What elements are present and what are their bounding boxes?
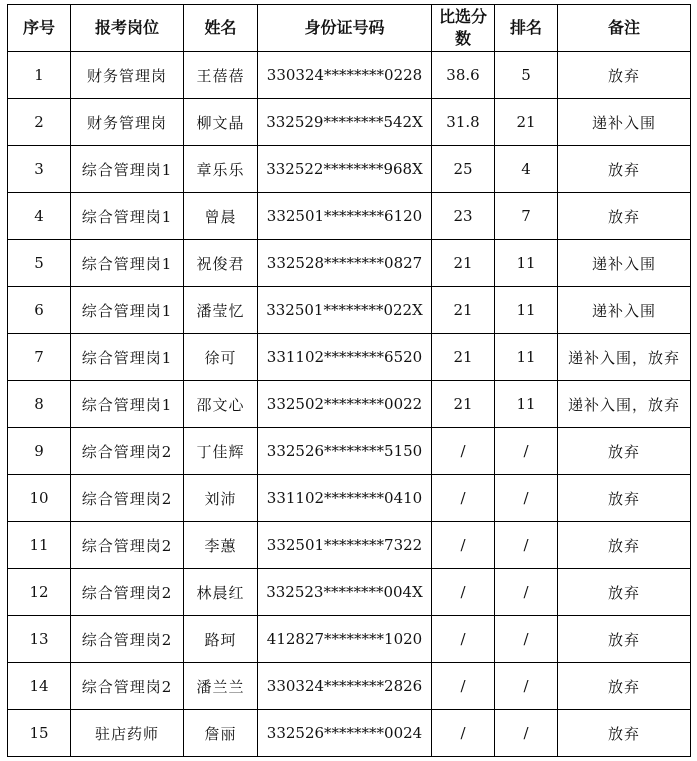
cell-score: 21 [432, 334, 495, 381]
cell-no: 13 [8, 616, 71, 663]
cell-post: 综合管理岗1 [71, 193, 184, 240]
cell-rank: / [495, 475, 558, 522]
table-row [8, 240, 691, 287]
cell-no: 4 [8, 193, 71, 240]
table-row [8, 663, 691, 710]
cell-no: 8 [8, 381, 71, 428]
cell-score: / [432, 475, 495, 522]
cell-post: 财务管理岗 [71, 99, 184, 146]
table-header [8, 5, 691, 52]
cell-name: 潘兰兰 [184, 663, 258, 710]
cell-note: 放弃 [558, 193, 691, 240]
cell-post: 综合管理岗1 [71, 146, 184, 193]
table-row [8, 522, 691, 569]
table-row [8, 99, 691, 146]
header-no: 序号 [8, 5, 71, 52]
cell-score: 25 [432, 146, 495, 193]
cell-rank: / [495, 428, 558, 475]
cell-no: 10 [8, 475, 71, 522]
header-name: 姓名 [184, 5, 258, 52]
table-body [8, 52, 691, 757]
table-row [8, 52, 691, 99]
cell-post: 财务管理岗 [71, 52, 184, 99]
cell-rank: / [495, 710, 558, 757]
cell-post: 综合管理岗2 [71, 522, 184, 569]
cell-id: 412827********1020 [258, 616, 432, 663]
cell-no: 3 [8, 146, 71, 193]
cell-name: 路珂 [184, 616, 258, 663]
cell-note: 放弃 [558, 616, 691, 663]
cell-score: / [432, 522, 495, 569]
cell-no: 14 [8, 663, 71, 710]
cell-score: 21 [432, 240, 495, 287]
cell-no: 9 [8, 428, 71, 475]
candidate-table [7, 4, 691, 757]
cell-rank: 11 [495, 287, 558, 334]
table-row [8, 475, 691, 522]
cell-rank: 11 [495, 240, 558, 287]
cell-rank: 11 [495, 381, 558, 428]
cell-post: 综合管理岗1 [71, 240, 184, 287]
cell-rank: 11 [495, 334, 558, 381]
cell-no: 5 [8, 240, 71, 287]
cell-id: 330324********0228 [258, 52, 432, 99]
table-row [8, 616, 691, 663]
cell-post: 综合管理岗1 [71, 381, 184, 428]
cell-note: 放弃 [558, 710, 691, 757]
cell-post: 综合管理岗2 [71, 475, 184, 522]
cell-rank: 5 [495, 52, 558, 99]
cell-id: 332523********004X [258, 569, 432, 616]
cell-name: 章乐乐 [184, 146, 258, 193]
cell-post: 驻店药师 [71, 710, 184, 757]
cell-name: 邵文心 [184, 381, 258, 428]
cell-note: 递补入围 [558, 287, 691, 334]
cell-id: 332501********6120 [258, 193, 432, 240]
cell-name: 徐可 [184, 334, 258, 381]
table-row [8, 710, 691, 757]
cell-id: 332501********022X [258, 287, 432, 334]
cell-no: 6 [8, 287, 71, 334]
cell-post: 综合管理岗2 [71, 569, 184, 616]
cell-note: 放弃 [558, 522, 691, 569]
cell-name: 柳文晶 [184, 99, 258, 146]
cell-score: / [432, 569, 495, 616]
cell-name: 王蓓蓓 [184, 52, 258, 99]
cell-no: 12 [8, 569, 71, 616]
cell-rank: 4 [495, 146, 558, 193]
cell-post: 综合管理岗2 [71, 663, 184, 710]
cell-score: 21 [432, 381, 495, 428]
cell-note: 递补入围 [558, 99, 691, 146]
cell-id: 332529********542X [258, 99, 432, 146]
cell-no: 2 [8, 99, 71, 146]
table-row [8, 193, 691, 240]
cell-id: 332502********0022 [258, 381, 432, 428]
cell-name: 李蕙 [184, 522, 258, 569]
cell-note: 放弃 [558, 569, 691, 616]
cell-name: 丁佳辉 [184, 428, 258, 475]
header-note: 备注 [558, 5, 691, 52]
cell-score: / [432, 710, 495, 757]
header-id: 身份证号码 [258, 5, 432, 52]
table-row [8, 381, 691, 428]
cell-name: 林晨红 [184, 569, 258, 616]
cell-id: 332522********968X [258, 146, 432, 193]
cell-score: 23 [432, 193, 495, 240]
cell-rank: 21 [495, 99, 558, 146]
header-row [8, 5, 691, 52]
cell-post: 综合管理岗1 [71, 287, 184, 334]
cell-post: 综合管理岗2 [71, 616, 184, 663]
cell-rank: / [495, 522, 558, 569]
cell-no: 1 [8, 52, 71, 99]
cell-note: 放弃 [558, 52, 691, 99]
cell-note: 递补入围 [558, 240, 691, 287]
cell-note: 递补入围，放弃 [558, 334, 691, 381]
cell-no: 7 [8, 334, 71, 381]
cell-rank: 7 [495, 193, 558, 240]
cell-note: 放弃 [558, 146, 691, 193]
cell-rank: / [495, 569, 558, 616]
cell-rank: / [495, 616, 558, 663]
cell-score: / [432, 616, 495, 663]
cell-score: 31.8 [432, 99, 495, 146]
cell-id: 332528********0827 [258, 240, 432, 287]
cell-name: 曾晨 [184, 193, 258, 240]
cell-score: / [432, 428, 495, 475]
cell-id: 332526********0024 [258, 710, 432, 757]
cell-post: 综合管理岗1 [71, 334, 184, 381]
cell-name: 祝俊君 [184, 240, 258, 287]
cell-id: 331102********0410 [258, 475, 432, 522]
cell-note: 放弃 [558, 428, 691, 475]
cell-score: 21 [432, 287, 495, 334]
cell-name: 詹丽 [184, 710, 258, 757]
header-score: 比选分数 [432, 5, 495, 52]
cell-id: 330324********2826 [258, 663, 432, 710]
cell-id: 332526********5150 [258, 428, 432, 475]
cell-score: 38.6 [432, 52, 495, 99]
cell-name: 刘沛 [184, 475, 258, 522]
cell-note: 递补入围，放弃 [558, 381, 691, 428]
cell-note: 放弃 [558, 663, 691, 710]
table-row [8, 334, 691, 381]
table-row [8, 146, 691, 193]
cell-post: 综合管理岗2 [71, 428, 184, 475]
header-post: 报考岗位 [71, 5, 184, 52]
cell-id: 332501********7322 [258, 522, 432, 569]
cell-no: 11 [8, 522, 71, 569]
cell-rank: / [495, 663, 558, 710]
table-row [8, 569, 691, 616]
header-rank: 排名 [495, 5, 558, 52]
cell-no: 15 [8, 710, 71, 757]
table-row [8, 428, 691, 475]
cell-id: 331102********6520 [258, 334, 432, 381]
cell-score: / [432, 663, 495, 710]
table-row [8, 287, 691, 334]
cell-name: 潘莹忆 [184, 287, 258, 334]
cell-note: 放弃 [558, 475, 691, 522]
